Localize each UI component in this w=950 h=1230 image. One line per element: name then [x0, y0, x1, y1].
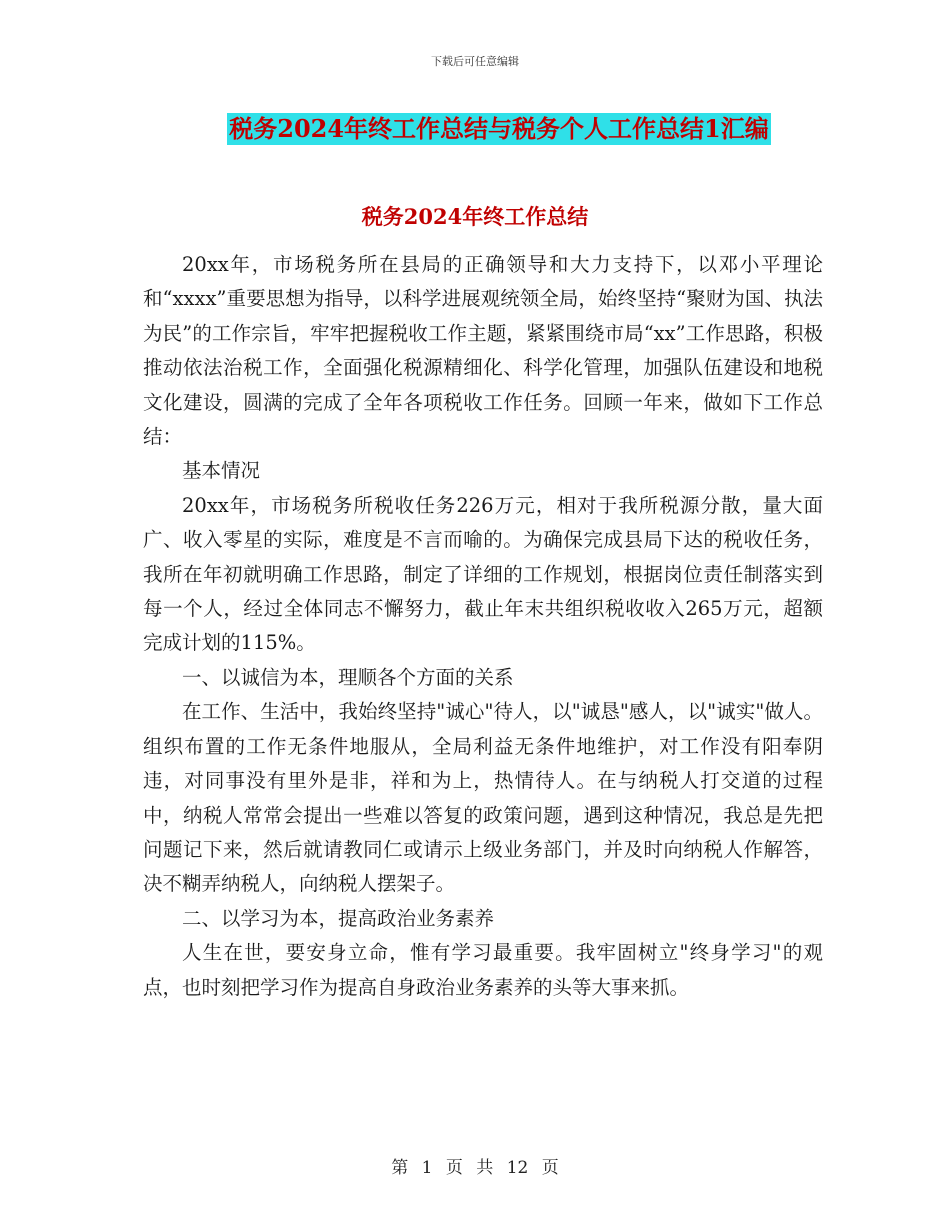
- footer-total-pages: 12: [506, 1158, 529, 1178]
- body-text: [143, 248, 823, 1005]
- section-title: 税务2024年终工作总结: [361, 204, 589, 229]
- paragraph-learning: 人生在世，要安身立命，惟有学习最重要。我牢固树立"终身学习"的观点，也时刻把学习作为提高自身政治业务素养的头等大事来抓。: [143, 941, 823, 999]
- paragraph-heading-basic: 基本情况: [182, 459, 261, 483]
- footer-page-number: 1: [421, 1158, 433, 1178]
- paragraph-heading-learning: 二、以学习为本，提高政治业务素养: [182, 906, 495, 930]
- document-title: 税务2024年终工作总结与税务个人工作总结1汇编: [229, 114, 769, 143]
- paragraph-integrity: 在工作、生活中，我始终坚持"诚心"待人，以"诚恳"感人，以"诚实"做人。组织布置的工作无条件地服从，全局利益无条件地维护，对工作没有阳奉阴违，对同事没有里外是非，祥和为上，热情待人。在与纳税人打交道的过程中，纳税人常常会提出一些难以答复的政策问题，遇到这种情况，我总是先把问题记下来，然后就请教同仁或请示上级业务部门，并及时向纳税人作解答，决不糊弄纳税人，向纳税人摆架子。: [143, 700, 823, 896]
- footer-prefix: 第: [391, 1158, 409, 1178]
- page-footer: [0, 1153, 950, 1178]
- document-title-wrap: [0, 113, 950, 145]
- header-note: 下载后可任意编辑: [431, 55, 519, 68]
- paragraph-basic-situation: 20xx年，市场税务所税收任务226万元，相对于我所税源分散，量大面广、收入零星的实际，难度是不言而喻的。为确保完成县局下达的税收任务，我所在年初就明确工作思路，制定了详细的工作规划，根据岗位责任制落实到每一个人，经过全体同志不懈努力，截止年末共组织税收收入265万元，超额完成计划的115%。: [143, 493, 823, 655]
- footer-total-word: 共: [476, 1158, 494, 1178]
- paragraph-heading-integrity: 一、以诚信为本，理顺各个方面的关系: [182, 665, 514, 689]
- paragraph-intro: 20xx年，市场税务所在县局的正确领导和大力支持下，以邓小平理论和“xxxx”重要思想为指导，以科学进展观统领全局，始终坚持“聚财为国、执法为民”的工作宗旨，牢牢把握税收工作主题，紧紧围绕市局“xx”工作思路，积极推动依法治税工作，全面强化税源精细化、科学化管理，加强队伍建设和地税文化建设，圆满的完成了全年各项税收工作任务。回顾一年来，做如下工作总结：: [143, 253, 823, 449]
- footer-suffix: 页: [541, 1158, 559, 1178]
- footer-page-word: 页: [445, 1158, 463, 1178]
